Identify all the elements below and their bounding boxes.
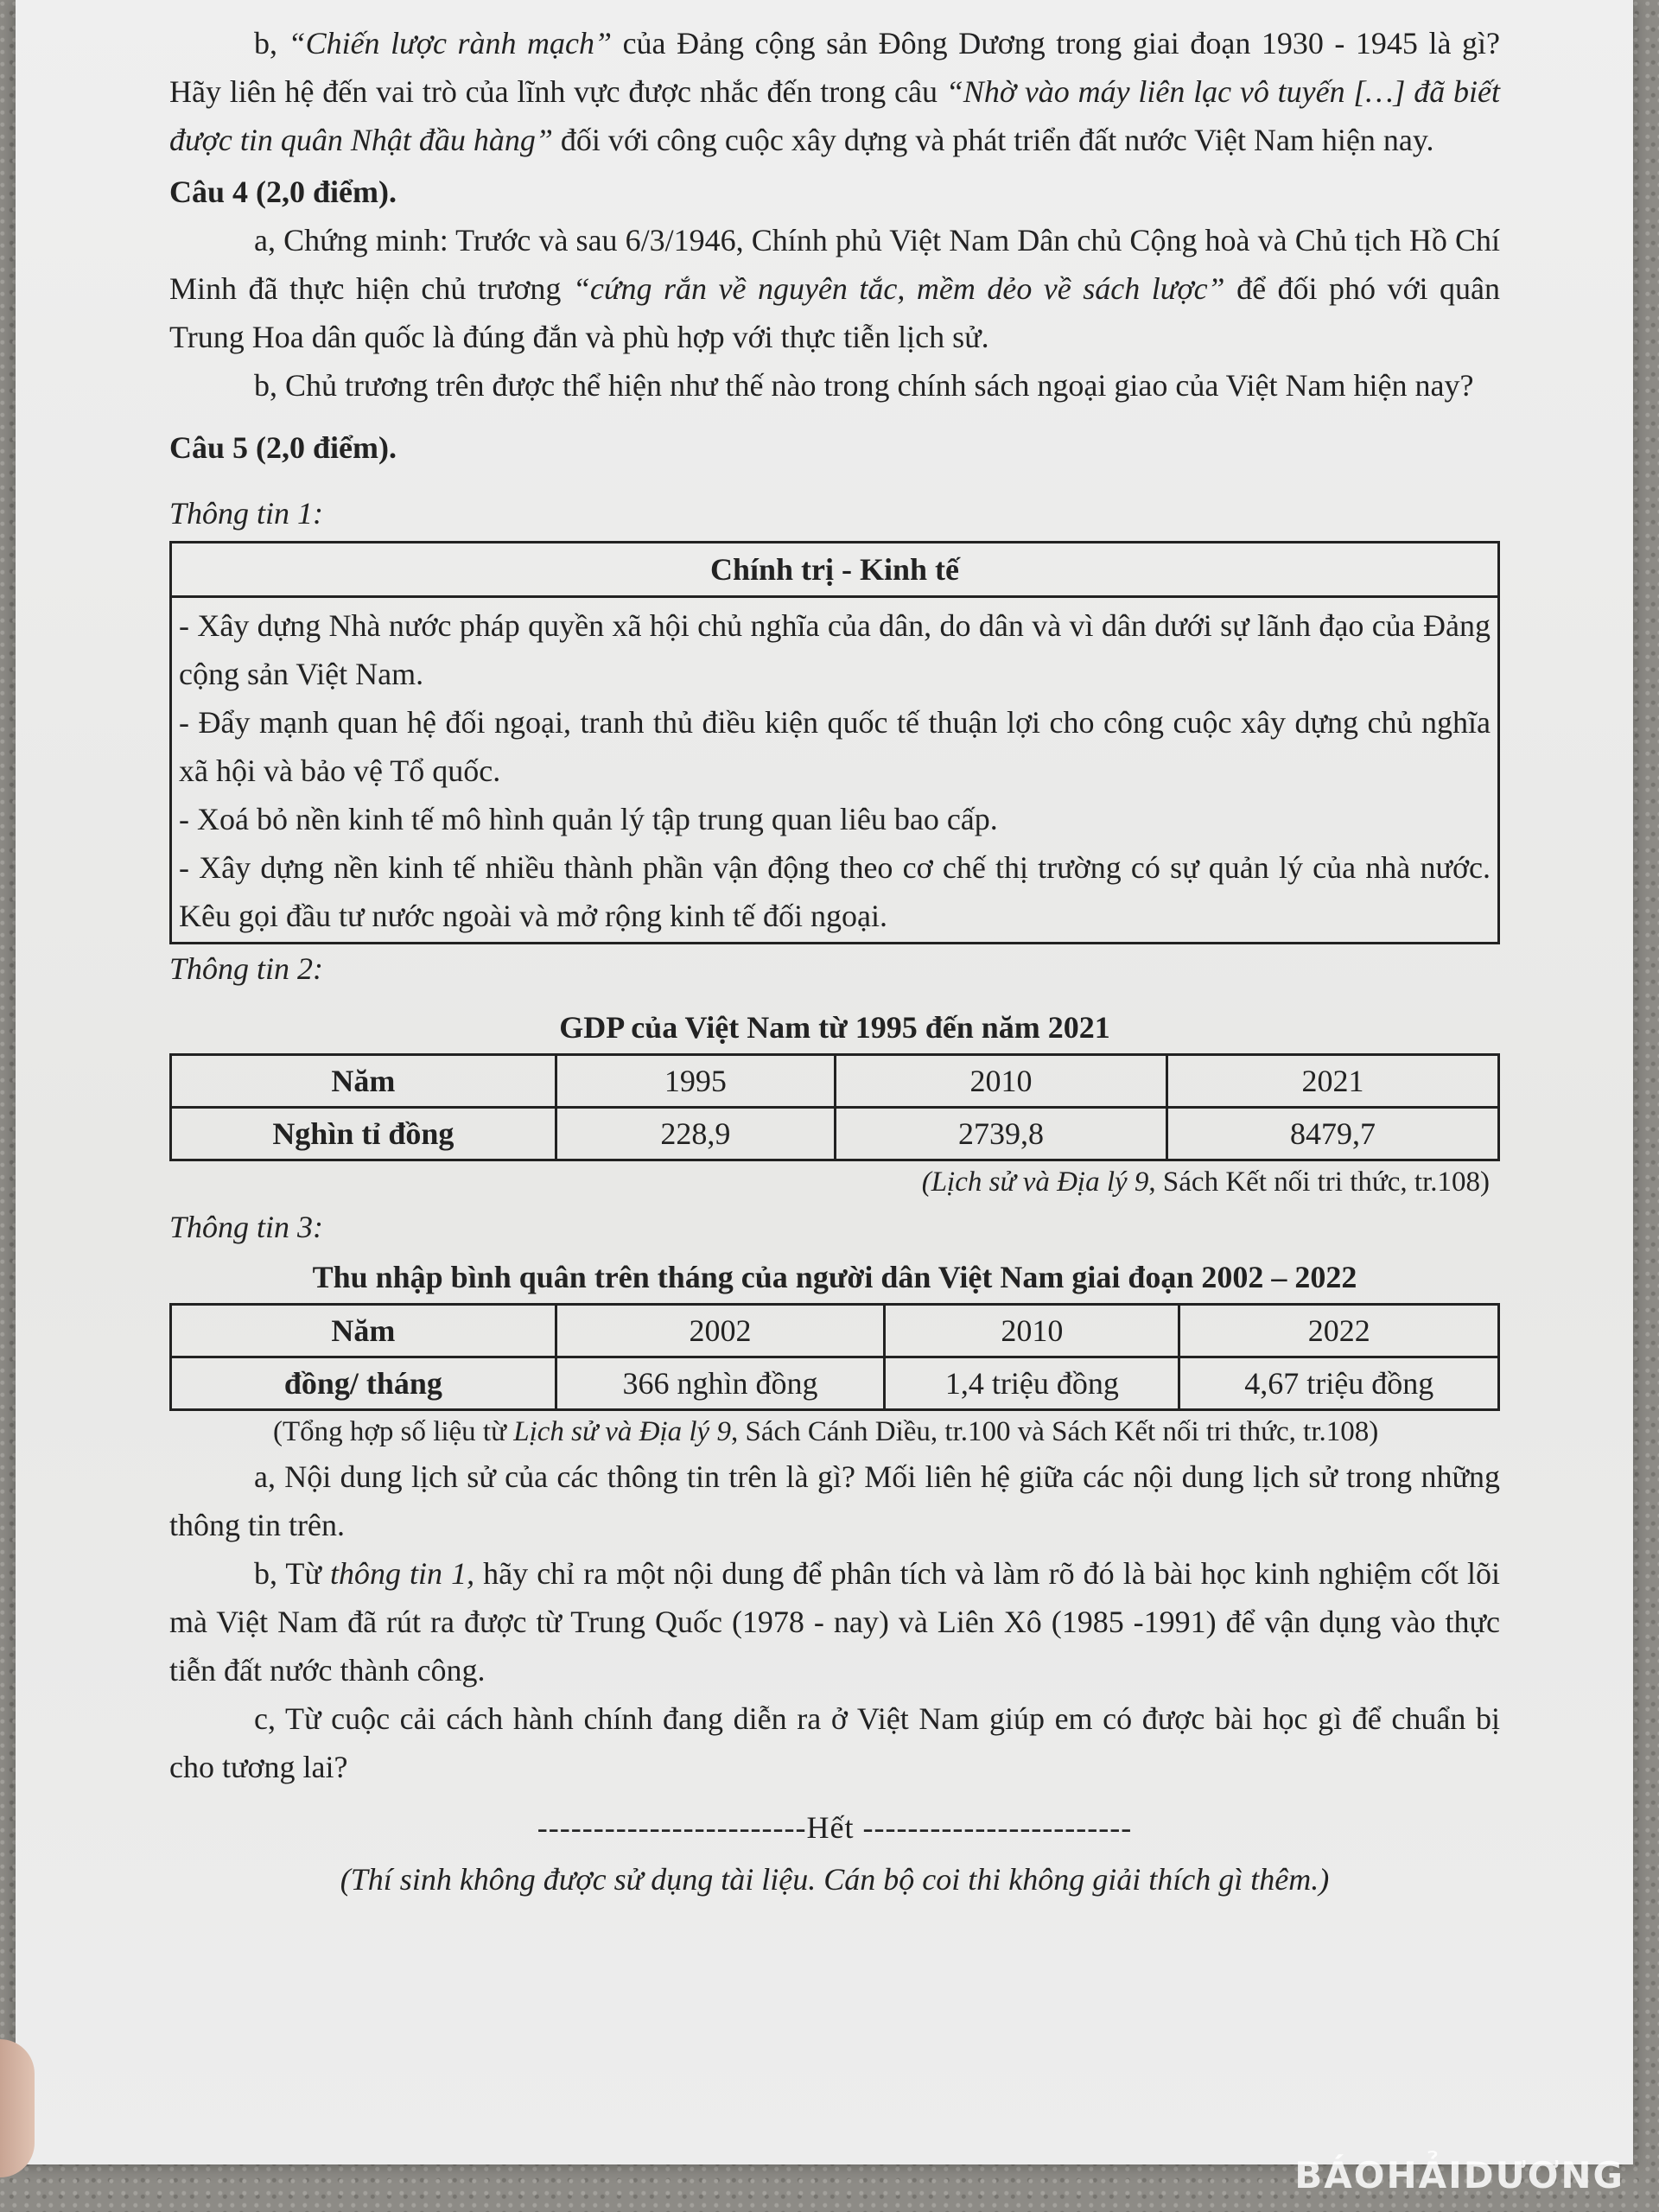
gdp-year-cell: 1995 <box>556 1055 835 1108</box>
info1-item: - Xây dựng Nhà nước pháp quyền xã hội chủ nghĩa của dân, do dân và vì dân dưới sự lãnh đạo của Đảng cộng sản Việt Nam. <box>179 608 1491 691</box>
income-table-title: Thu nhập bình quân trên tháng của người dân Việt Nam giai đoạn 2002 – 2022 <box>312 1260 1357 1294</box>
income-source-pre: (Tổng hợp số liệu từ <box>273 1416 514 1447</box>
income-value-cell: 4,67 triệu đồng <box>1179 1357 1499 1410</box>
info1-label: Thông tin 1: <box>169 496 324 531</box>
question-3b <box>169 19 1500 164</box>
income-row-head-year: Năm <box>171 1305 556 1357</box>
q3b-part1: của Đảng cộng sản Đông Dương trong giai đoạn 1930 - 1945 là gì? Hãy liên hệ đến vai trò của lĩnh vực được nhắc đến trong câu <box>169 26 1500 109</box>
income-source-book: Lịch sử và Địa lý 9 <box>513 1416 731 1447</box>
income-table <box>169 1303 1500 1411</box>
gdp-value-cell: 228,9 <box>556 1108 835 1160</box>
income-year-cell: 2022 <box>1179 1305 1499 1357</box>
income-year-cell: 2010 <box>885 1305 1179 1357</box>
income-value-cell: 1,4 triệu đồng <box>885 1357 1179 1410</box>
gdp-source-rest: , Sách Kết nối tri thức, tr.108) <box>1148 1166 1490 1198</box>
q3b-lead: b, <box>254 26 289 60</box>
exam-paper <box>16 0 1633 2164</box>
gdp-year-cell: 2010 <box>836 1055 1167 1108</box>
gdp-source <box>169 1161 1500 1203</box>
info1-body <box>172 598 1497 942</box>
income-year-cell: 2002 <box>556 1305 885 1357</box>
newspaper-watermark: BÁOHẢIDƯƠNG <box>1294 2154 1624 2196</box>
income-value-cell: 366 nghìn đồng <box>556 1357 885 1410</box>
question-4a <box>169 216 1500 361</box>
gdp-source-book: (Lịch sử và Địa lý 9 <box>921 1166 1149 1198</box>
income-row-head-value: đồng/ tháng <box>171 1357 556 1410</box>
q4a-quote: “cứng rắn về nguyên tắc, mềm dẻo về sách lược” <box>572 271 1225 306</box>
q4a-part2: để đối phó với quân Trung Hoa dân quốc là đúng đắn và phù hợp với thực tiễn lịch sử. <box>169 271 1501 354</box>
income-source <box>169 1411 1500 1452</box>
table-row <box>171 1305 1499 1357</box>
question-4b: b, Chủ trương trên được thể hiện như thế nào trong chính sách ngoại giao của Việt Nam hiện nay? <box>254 368 1474 403</box>
q5b-rest: hãy chỉ ra một nội dung để phân tích và làm rõ đó là bài học kinh nghiệm cốt lõi mà Việt Nam đã rút ra được từ Trung Quốc (1978 - nay) và Liên Xô (1985 -1991) để vận dụng vào thực tiễn đất nước thành công. <box>169 1556 1500 1688</box>
info1-box <box>169 541 1500 944</box>
gdp-value-cell: 8479,7 <box>1167 1108 1499 1160</box>
q3b-part2: đối với công cuộc xây dựng và phát triển đất nước Việt Nam hiện nay. <box>552 123 1434 157</box>
gdp-row-head-value: Nghìn tỉ đồng <box>171 1108 556 1160</box>
gdp-value-cell: 2739,8 <box>836 1108 1167 1160</box>
table-row <box>171 1357 1499 1410</box>
q3b-quote2: “Nhờ vào máy liên lạc vô tuyến […] đã biết được tin quân Nhật đầu hàng” <box>169 74 1500 157</box>
question-5c: c, Từ cuộc cải cách hành chính đang diễn ra ở Việt Nam giúp em có được bài học gì để chuẩn bị cho tương lai? <box>169 1701 1500 1784</box>
question-5a: a, Nội dung lịch sử của các thông tin trên là gì? Mối liên hệ giữa các nội dung lịch sử trong những thông tin trên. <box>169 1459 1500 1542</box>
gdp-table-title: GDP của Việt Nam từ 1995 đến năm 2021 <box>559 1010 1110 1045</box>
info1-item: - Xây dựng nền kinh tế nhiều thành phần vận động theo cơ chế thị trường có sự quản lý của nhà nước. Kêu gọi đầu tư nước ngoài và mở rộng kinh tế đối ngoại. <box>179 850 1491 933</box>
q3b-quote1: “Chiến lược rành mạch” <box>288 26 613 60</box>
question-5b <box>169 1549 1500 1694</box>
table-row <box>171 1108 1499 1160</box>
info1-item: - Đẩy mạnh quan hệ đối ngoại, tranh thủ điều kiện quốc tế thuận lợi cho công cuộc xây dựng chủ nghĩa xã hội và bảo vệ Tổ quốc. <box>179 705 1491 788</box>
thumb-edge <box>0 2039 35 2177</box>
exam-content <box>169 19 1500 1904</box>
q5b-pre: b, Từ <box>254 1556 330 1591</box>
info3-label: Thông tin 3: <box>169 1210 324 1244</box>
info2-label: Thông tin 2: <box>169 951 324 986</box>
table-row <box>171 1055 1499 1108</box>
exam-note: (Thí sinh không được sử dụng tài liệu. Cán bộ coi thi không giải thích gì thêm.) <box>340 1862 1330 1897</box>
gdp-table <box>169 1053 1500 1161</box>
question-5-title: Câu 5 (2,0 điểm). <box>169 430 397 465</box>
q5b-italic: thông tin 1, <box>329 1556 475 1591</box>
income-source-rest: , Sách Cánh Diều, tr.100 và Sách Kết nối tri thức, tr.108) <box>730 1416 1379 1447</box>
gdp-row-head-year: Năm <box>171 1055 556 1108</box>
end-marker: ------------------------Hết ------------------------ <box>537 1810 1133 1845</box>
info1-heading: Chính trị - Kinh tế <box>172 543 1497 598</box>
question-4-title: Câu 4 (2,0 điểm). <box>169 175 397 209</box>
info1-item: - Xoá bỏ nền kinh tế mô hình quản lý tập trung quan liêu bao cấp. <box>179 802 998 836</box>
gdp-year-cell: 2021 <box>1167 1055 1499 1108</box>
q4a-part1: a, Chứng minh: Trước và sau 6/3/1946, Chính phủ Việt Nam Dân chủ Cộng hoà và Chủ tịch Hồ Chí Minh đã thực hiện chủ trương <box>169 223 1500 306</box>
